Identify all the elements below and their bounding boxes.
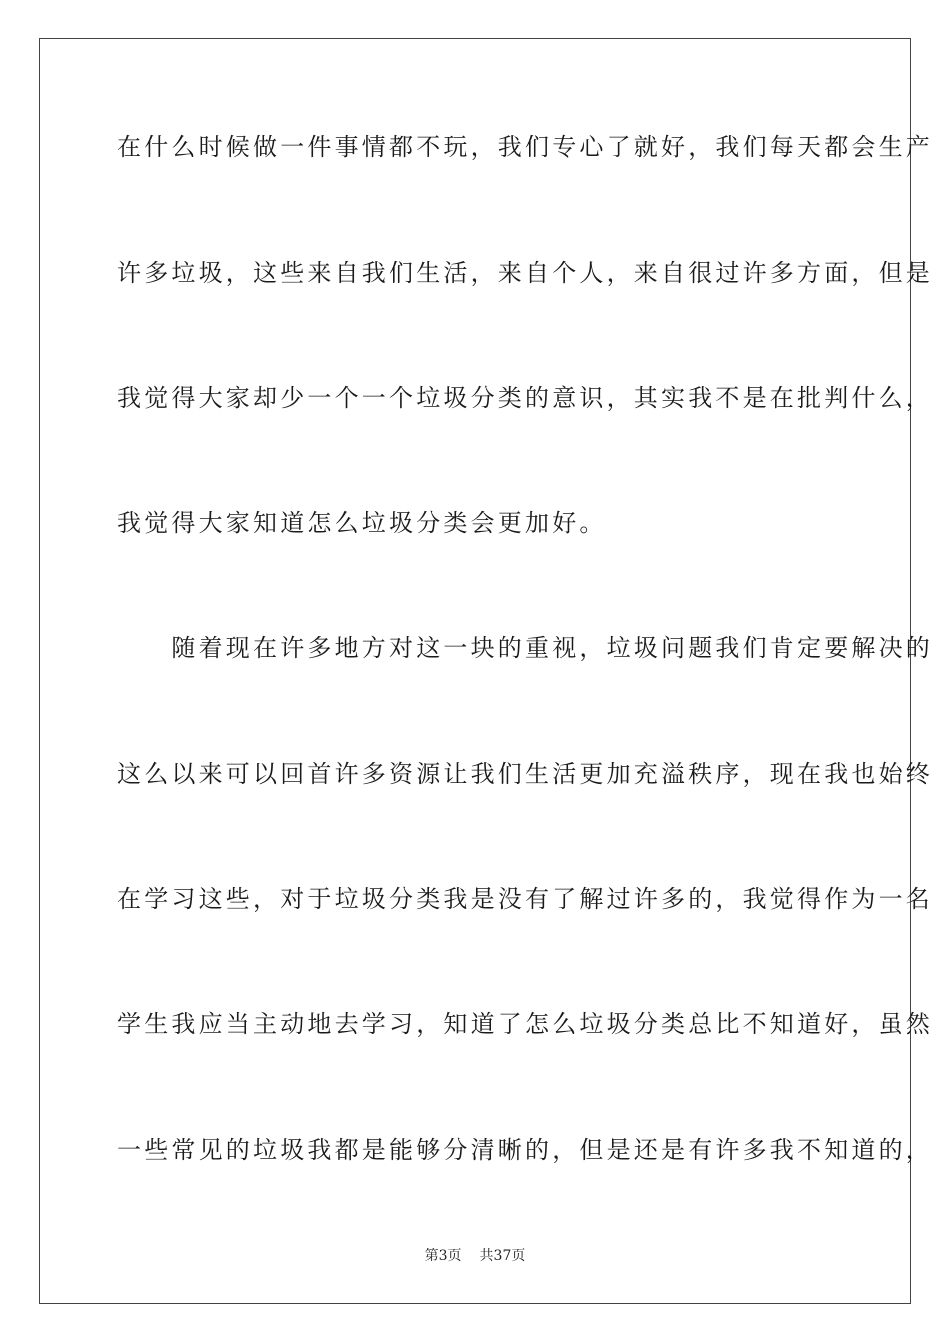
body-text-line: 许多垃圾，这些来自我们生活，来自个人，来自很过许多方面，但是 <box>117 259 933 287</box>
body-text-line: 这么以来可以回首许多资源让我们生活更加充溢秩序，现在我也始终 <box>117 760 933 788</box>
page-number: 第3页 <box>424 1248 462 1264</box>
body-text-line: 在什么时候做一件事情都不玩，我们专心了就好，我们每天都会生产 <box>117 133 933 161</box>
body-text-line: 学生我应当主动地去学习，知道了怎么垃圾分类总比不知道好，虽然 <box>117 1010 933 1038</box>
page-border <box>39 38 933 1304</box>
body-text-line: 我觉得大家却少一个一个垃圾分类的意识，其实我不是在批判什么， <box>117 384 933 412</box>
page-footer <box>0 1247 950 1265</box>
body-text-line: 我觉得大家知道怎么垃圾分类会更加好。 <box>117 509 607 537</box>
body-text-line: 一些常见的垃圾我都是能够分清晰的，但是还是有许多我不知道的， <box>117 1136 933 1164</box>
page-total: 共37页 <box>479 1248 526 1264</box>
body-text-line: 随着现在许多地方对这一块的重视，垃圾问题我们肯定要解决的 <box>117 634 933 662</box>
body-text-line: 在学习这些，对于垃圾分类我是没有了解过许多的，我觉得作为一名 <box>117 885 933 913</box>
